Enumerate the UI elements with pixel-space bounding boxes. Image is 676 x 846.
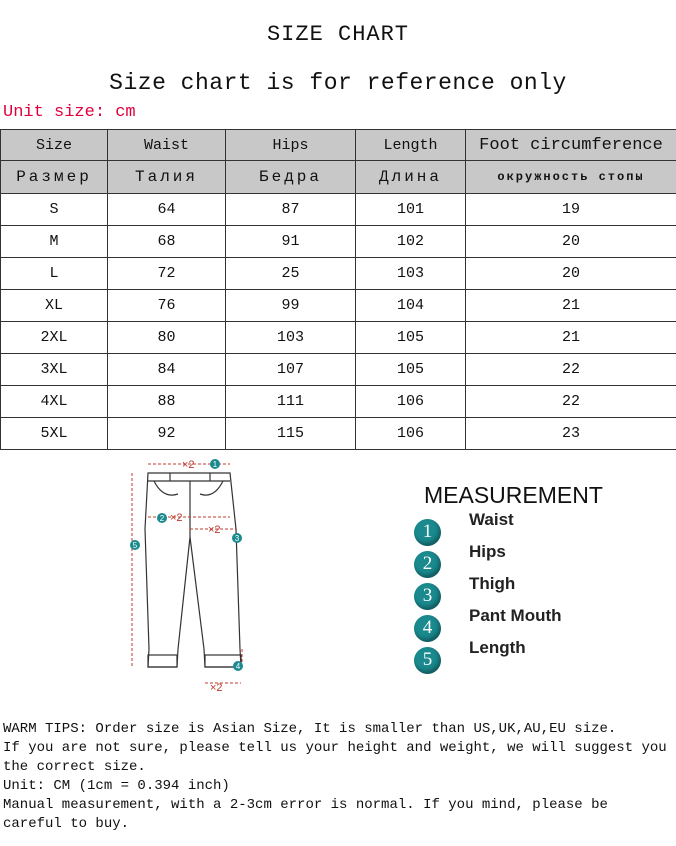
legend-number-3: 3 [414,583,441,610]
cell-waist: 76 [108,290,226,322]
cell-foot-circumference: 21 [466,322,676,354]
cell-hips: 115 [226,418,356,450]
marker-3: 3 [234,534,240,543]
legend-item-thigh [414,574,516,610]
cell-waist: 84 [108,354,226,386]
legend-number-2: 2 [414,551,441,578]
legend-label-hips: Hips [469,542,506,561]
cell-length: 101 [356,194,466,226]
table-row [1,258,676,290]
header-size: Size [1,130,108,161]
cell-length: 104 [356,290,466,322]
size-table [0,129,676,450]
cell-length: 106 [356,418,466,450]
header-foot-ru: окружность стопы [466,161,676,194]
cell-length: 105 [356,322,466,354]
cell-size: 3XL [1,354,108,386]
legend-label-thigh: Thigh [469,574,516,593]
cell-foot-circumference: 23 [466,418,676,450]
cell-hips: 99 [226,290,356,322]
legend-number-1: 1 [414,519,441,546]
header-waist: Waist [108,130,226,161]
pants-measurement-diagram [118,449,258,699]
legend-label-length: Length [469,638,526,657]
cell-waist: 92 [108,418,226,450]
cell-size: L [1,258,108,290]
header-waist-ru: Талия [108,161,226,194]
legend-number-4: 4 [414,615,441,642]
unit-label: Unit size: cm [3,103,136,122]
thigh-mark: ×2 [208,524,221,536]
waist-mark: ×2 [182,459,195,471]
cell-foot-circumference: 22 [466,386,676,418]
marker-5: 5 [132,541,138,550]
cell-hips: 107 [226,354,356,386]
table-row [1,322,676,354]
cell-length: 102 [356,226,466,258]
header-foot-circumference: Foot circumference [466,130,676,161]
header-hips: Hips [226,130,356,161]
tip-line: WARM TIPS: Order size is Asian Size, It is smaller than US,UK,AU,EU size. [3,721,617,737]
cell-waist: 80 [108,322,226,354]
header-hips-ru: Бедра [226,161,356,194]
legend-item-hips [414,542,506,578]
marker-1: 1 [212,460,218,469]
cell-size: 5XL [1,418,108,450]
legend-number-5: 5 [414,647,441,674]
tip-line: Unit: CM (1cm = 0.394 inch) [3,778,230,794]
cell-foot-circumference: 20 [466,258,676,290]
measurement-title: MEASUREMENT [424,482,603,508]
cell-waist: 88 [108,386,226,418]
table-row [1,386,676,418]
cell-hips: 25 [226,258,356,290]
cell-foot-circumference: 22 [466,354,676,386]
cell-foot-circumference: 19 [466,194,676,226]
legend-label-waist: Waist [469,510,514,529]
legend-item-length [414,638,526,674]
legend-item-waist [414,510,514,546]
header-length-ru: Длина [356,161,466,194]
table-row [1,418,676,450]
cell-waist: 72 [108,258,226,290]
table-row [1,290,676,322]
cell-length: 103 [356,258,466,290]
cell-size: XL [1,290,108,322]
cell-foot-circumference: 20 [466,226,676,258]
cell-foot-circumference: 21 [466,290,676,322]
page-title: SIZE CHART [266,22,410,47]
warm-tips [3,720,673,834]
header-size-ru: Размер [1,161,108,194]
cell-length: 105 [356,354,466,386]
table-row [1,354,676,386]
cell-waist: 64 [108,194,226,226]
table-header-row-en [1,130,676,161]
table-row [1,194,676,226]
header-length: Length [356,130,466,161]
cell-hips: 103 [226,322,356,354]
cell-waist: 68 [108,226,226,258]
cell-hips: 91 [226,226,356,258]
cell-size: M [1,226,108,258]
cell-length: 106 [356,386,466,418]
table-header-row-ru [1,161,676,194]
cell-size: 2XL [1,322,108,354]
legend-label-pant-mouth: Pant Mouth [469,606,562,625]
page-subtitle: Size chart is for reference only [109,70,567,96]
legend-item-pant-mouth [414,606,562,642]
table-row [1,226,676,258]
cell-size: S [1,194,108,226]
tip-line: If you are not sure, please tell us your height and weight, we will suggest you the correct size. [3,740,667,775]
marker-2: 2 [159,514,165,523]
hips-mark: ×2 [170,512,183,524]
marker-4: 4 [235,662,241,671]
mouth-mark: ×2 [210,682,223,694]
tip-line: Manual measurement, with a 2-3cm error is normal. If you mind, please be careful to buy. [3,797,608,832]
cell-hips: 87 [226,194,356,226]
pants-outline [145,473,241,667]
cell-hips: 111 [226,386,356,418]
cell-size: 4XL [1,386,108,418]
